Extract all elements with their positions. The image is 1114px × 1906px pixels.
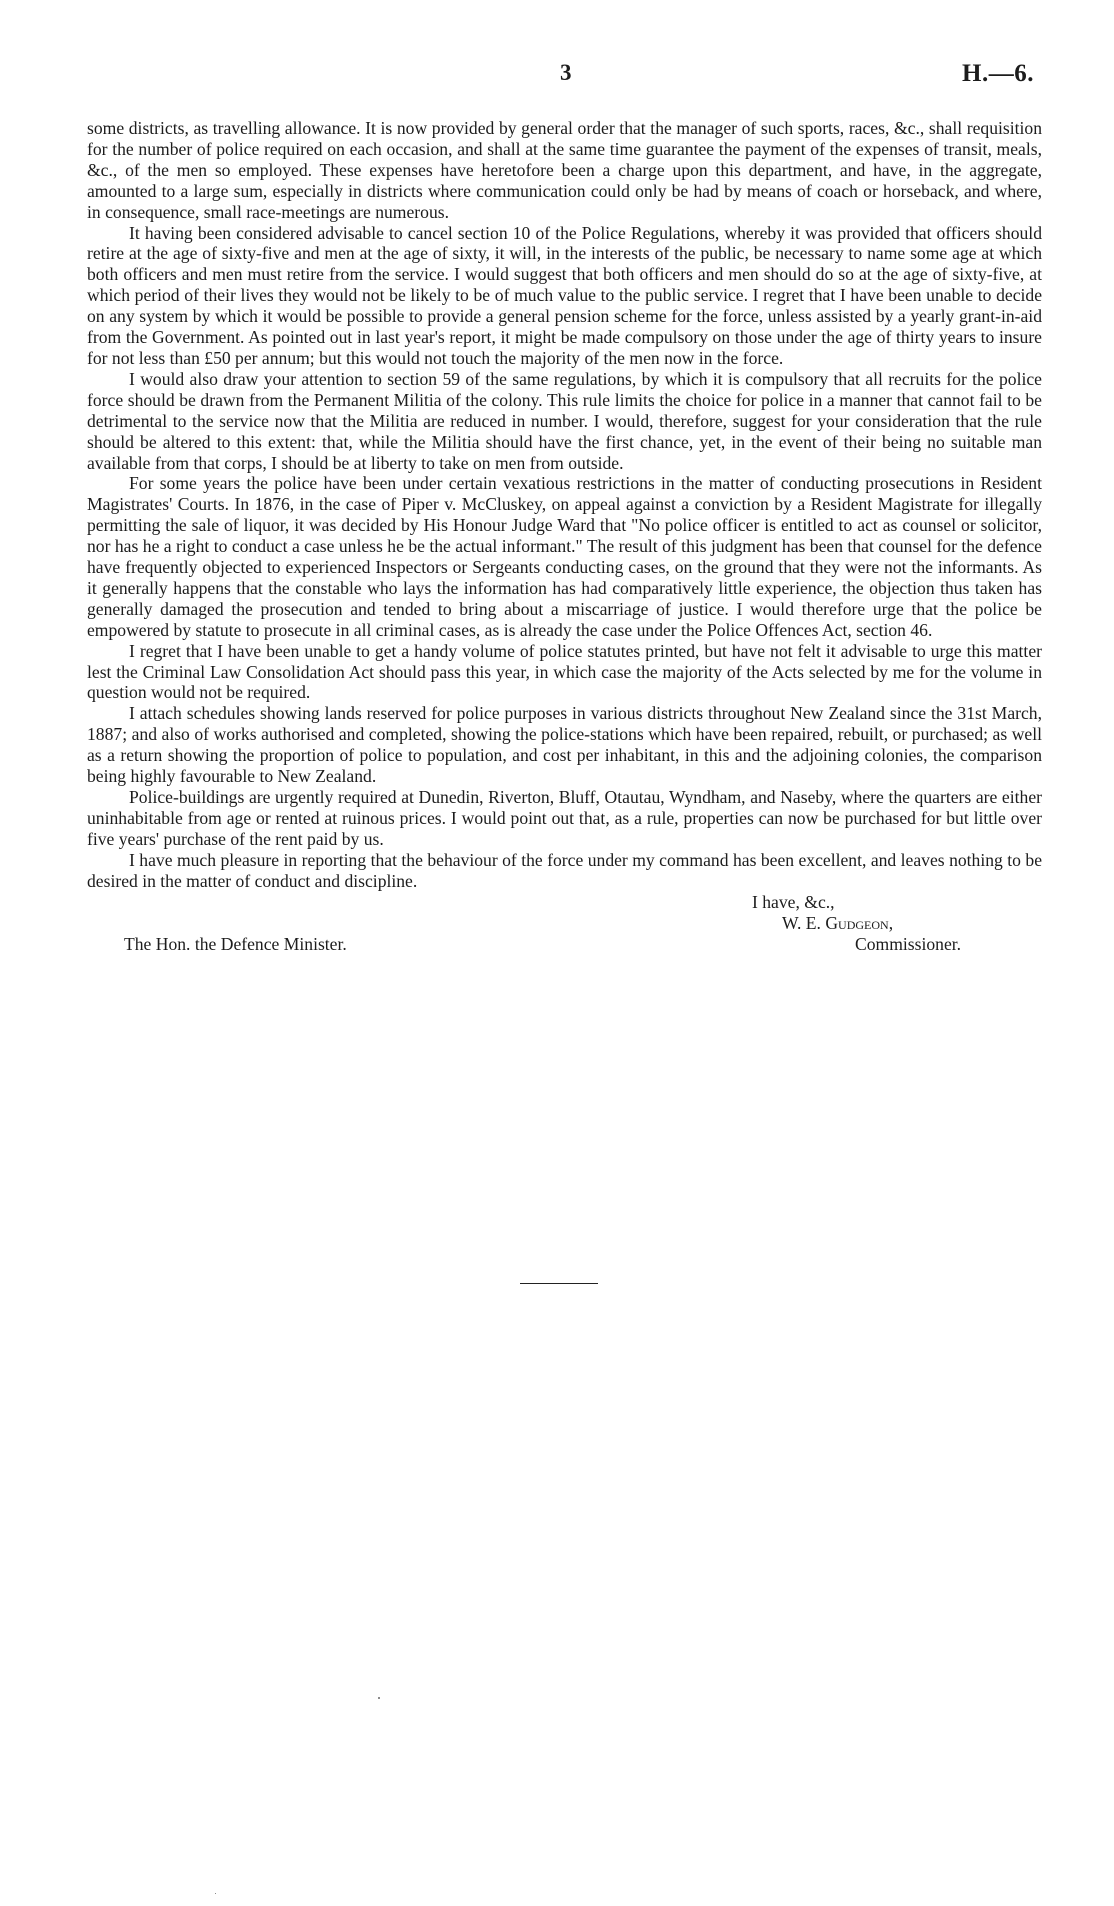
salutation: I have, &c., [752, 891, 835, 912]
report-body [87, 118, 1042, 976]
letter-closing [87, 892, 1042, 976]
print-speck [215, 1893, 216, 1894]
paragraph-police-statutes: I regret that I have been unable to get a handy volume of police statutes printed, but have not felt it advisable to urge this matter lest the Criminal Law Consolidation Act should pass this year, in which case the majority of the Acts selected by me for the volume in question would not be required. [87, 640, 1042, 703]
page-header [0, 60, 1114, 90]
end-rule [520, 1283, 598, 1284]
paragraph-conduct: I have much pleasure in reporting that the behaviour of the force under my command has been excellent, and leaves nothing to be desired in the matter of conduct and discipline. [87, 849, 1042, 891]
paragraph-prosecutions: For some years the police have been under certain vexatious restrictions in the matter of conducting prosecutions in Resident Magistrates' Courts. In 1876, in the case of Piper v. McCluskey, on appeal against a conviction by a Resident Magistrate for illegally permitting the sale of liquor, it was decided by His Honour Judge Ward that "No police officer is entitled to act as counsel or solicitor, nor has he a right to conduct a case unless he be the actual informant." The result of this judgment has been that counsel for the defence have frequently objected to experienced Inspectors or Sergeants conducting cases, on the ground that they were not the informants. As it generally happens that the constable who lays the information has had comparatively little experience, the objection thus taken has generally damaged the prosecution and tended to bring about a miscarriage of justice. I would therefore urge that the police be empowered by statute to prosecute in all criminal cases, as is already the case under the Police Offences Act, section 46. [87, 473, 1042, 640]
signatory-title: Commissioner. [855, 933, 962, 954]
signatory-surname: Gudgeon, [825, 912, 894, 933]
paragraph-travelling-allowance: some districts, as travelling allowance. It is now provided by general order that the manager of such sports, races, &c., shall requisition for the number of police required on each occasion, and shall at the same time guarantee the payment of the expenses of transit, meals, &c., of the men so employed. These expenses have heretofore been a charge upon this department, and have, in the aggregate, amounted to a large sum, especially in districts where communication could only be had by means of coach or horseback, and where, in consequence, small race-meetings are numerous. [87, 118, 1042, 222]
print-speck [378, 1697, 380, 1699]
document-code: H.—6. [962, 60, 1034, 87]
signatory-initials: W. E. [782, 912, 821, 933]
paragraph-retirement-age: It having been considered advisable to cancel section 10 of the Police Regulations, whereby it was provided that officers should retire at the age of sixty-five and men at the age of sixty, it will, in the interests of the public, be necessary to name some age at which both officers and men must retire from the service. I would suggest that both officers and men should do so at the age of sixty-five, at which period of their lives they would not be likely to be of much value to the public service. I regret that I have been unable to decide on any system by which it would be possible to provide a general pension scheme for the force, unless assisted by a yearly grant-in-aid from the Government. As pointed out in last year's report, it might be made compulsory on those under the age of thirty years to insure for not less than £50 per annum; but this would not touch the majority of the men now in the force. [87, 222, 1042, 368]
paragraph-recruitment: I would also draw your attention to section 59 of the same regulations, by which it is compulsory that all recruits for the police force should be drawn from the Permanent Militia of the colony. This rule limits the choice for police in a manner that cannot fail to be detrimental to the service now that the Militia are reduced in number. I would, therefore, suggest for your consideration that the rule should be altered to this extent: that, while the Militia should have the first chance, yet, in the event of their being no suitable man available from that corps, I should be at liberty to take on men from outside. [87, 368, 1042, 473]
page-number: 3 [560, 60, 572, 85]
paragraph-police-buildings: Police-buildings are urgently required at Dunedin, Riverton, Bluff, Otautau, Wyndham, and Naseby, where the quarters are either uninhabitable from age or rented at ruinous prices. I would point out that, as a rule, properties can now be purchased for but little over five years' purchase of the rent paid by us. [87, 787, 1042, 849]
paragraph-schedules: I attach schedules showing lands reserved for police purposes in various districts throughout New Zealand since the 31st March, 1887; and also of works authorised and completed, showing the police-stations which have been repaired, rebuilt, or purchased; as well as a return showing the proportion of police to population, and cost per inhabitant, in this and the adjoining colonies, the comparison being highly favourable to New Zealand. [87, 703, 1042, 787]
signatory [782, 913, 893, 934]
addressee: The Hon. the Defence Minister. [124, 933, 347, 954]
